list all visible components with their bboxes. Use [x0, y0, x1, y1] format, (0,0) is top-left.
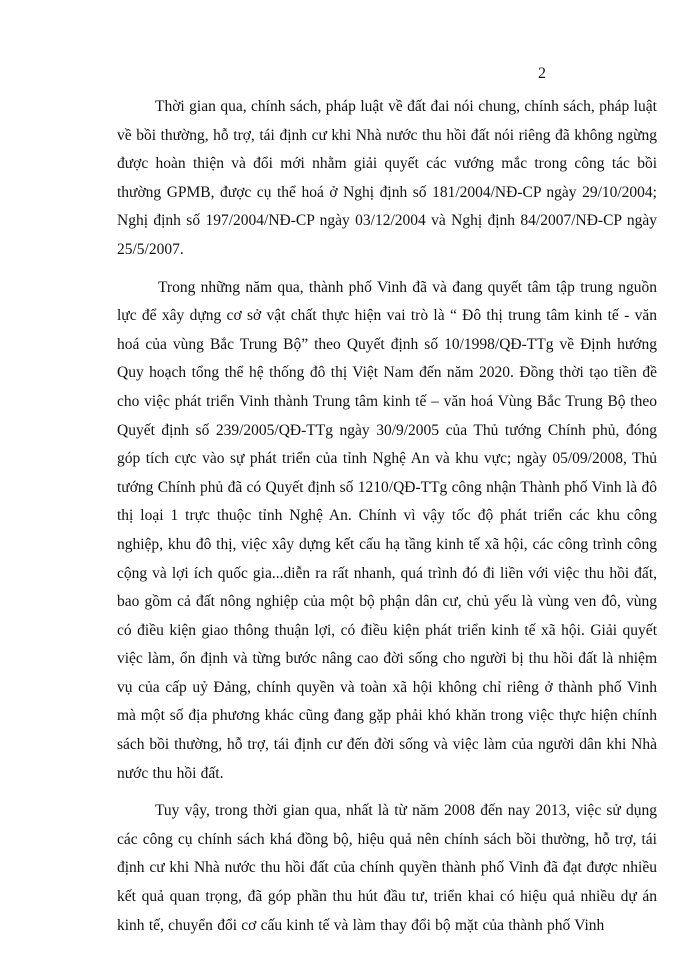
paragraph-vinh-development: Trong những năm qua, thành phố Vinh đã và đang quyết tâm tập trung nguồn lực để xây dựng cơ sở vật chất thực hiện vai trò là “ Đô thị trung tâm kinh tế - văn hoá của vùng Bắc Trung Bộ” theo Quyết định số 10/1998/QĐ-TTg về Định hướng Quy hoạch tổng thể hệ thống đô thị Việt Nam đến năm 2020. Đồng thời tạo tiền đề cho việc phát triển Vinh thành Trung tâm kinh tế – văn hoá Vùng Bắc Trung Bộ theo Quyết định số 239/2005/QĐ-TTg ngày 30/9/2005 của Thủ tướng Chính phủ, đóng góp tích cực vào sự phát triển của tỉnh Nghệ An và khu vực; ngày 05/09/2008, Thủ tướng Chính phủ đã có Quyết định số 1210/QĐ-TTg công nhận Thành phố Vinh là đô thị loại 1 trực thuộc tỉnh Nghệ An. Chính vì vậy tốc độ phát triển các khu công nghiệp, khu đô thị, việc xây dựng kết cấu hạ tầng kinh tế xã hội, các công trình công cộng và lợi ích quốc gia...diễn ra rất nhanh, quá trình đó đi liền với việc thu hồi đất, bao gồm cả đất nông nghiệp của một bộ phận dân cư, chủ yếu là vùng ven đô, vùng có điều kiện giao thông thuận lợi, có điều kiện phát triển kinh tế xã hội. Giải quyết việc làm, ổn định và từng bước nâng cao đời sống cho người bị thu hồi đất là nhiệm vụ của cấp uỷ Đảng, chính quyền và toàn xã hội không chỉ riêng ở thành phố Vinh mà một số địa phương khác cũng đang gặp phải khó khăn trong việc thực hiện chính sách bồi thường, hỗ trợ, tái định cư đến đời sống và việc làm của người dân khi Nhà nước thu hồi đất. [117, 278, 657, 782]
paragraph-compensation-results: Tuy vậy, trong thời gian qua, nhất là từ năm 2008 đến nay 2013, việc sử dụng các công cụ chính sách khá đồng bộ, hiệu quả nên chính sách bồi thường, hỗ trợ, tái định cư khi Nhà nước thu hồi đất của chính quyền thành phố Vinh đã đạt được nhiều kết quả quan trọng, đã góp phần thu hút đầu tư, triển khai có hiệu quả nhiều dự án kinh tế, chuyển đổi cơ cấu kinh tế và làm thay đổi bộ mặt của thành phố Vinh [117, 802, 657, 934]
paragraph-policy-overview: Thời gian qua, chính sách, pháp luật về đất đai nói chung, chính sách, pháp luật về bồi thường, hỗ trợ, tái định cư khi Nhà nước thu hồi đất nói riêng đã không ngừng được hoàn thiện và đổi mới nhằm giải quyết các vướng mắc trong công tác bồi thường GPMB, được cụ thể hoá ở Nghị định số 181/2004/NĐ-CP ngày 29/10/2004; Nghị định số 197/2004/NĐ-CP ngày 03/12/2004 và Nghị định 84/2007/NĐ-CP ngày 25/5/2007. [117, 98, 657, 258]
page-number: 2 [538, 65, 546, 82]
document-body [117, 93, 657, 940]
